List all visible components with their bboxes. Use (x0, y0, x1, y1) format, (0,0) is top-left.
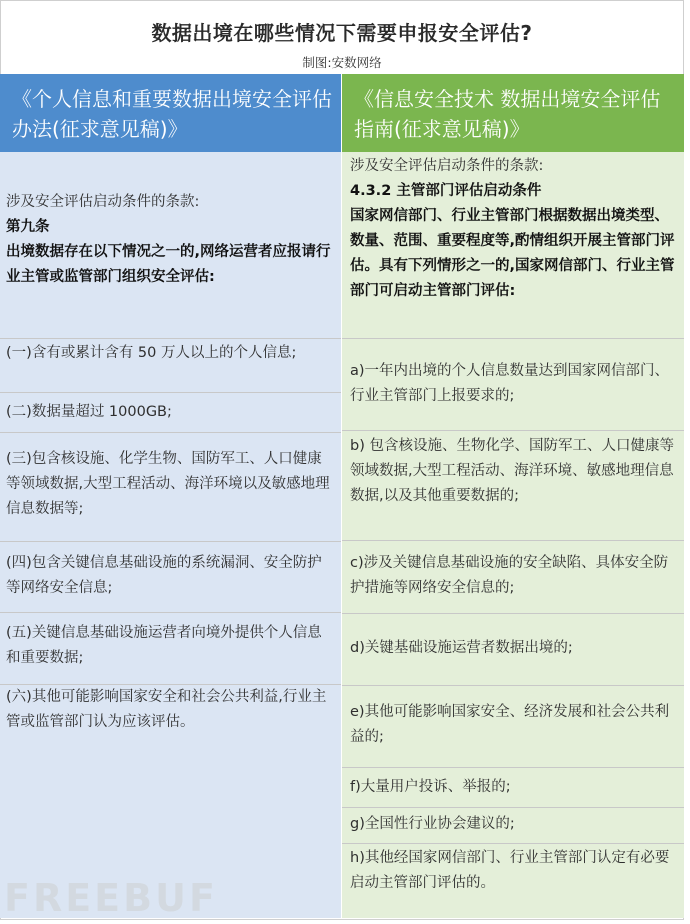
right-item-e: e)其他可能影响国家安全、经济发展和社会公共利益的; (342, 686, 684, 768)
right-intro-label: 涉及安全评估启动条件的条款: (350, 158, 544, 174)
right-column-header: 《信息安全技术 数据出境安全评估指南(征求意见稿)》 (342, 74, 684, 152)
left-item-6: (六)其他可能影响国家安全和社会公共利益,行业主管或监管部门认为应该评估。 (6, 689, 327, 730)
right-clause-text: 国家网信部门、行业主管部门根据数据出境类型、数量、范围、重要程度等,酌情组织开展主管部门评估。具有下列情形之一的,国家网信部门、行业主管部门可启动主管部门评估: (350, 208, 675, 299)
left-column-header: 《个人信息和重要数据出境安全评估办法(征求意见稿)》 (0, 74, 342, 152)
left-item-1: (一)含有或累计含有 50 万人以上的个人信息; (0, 339, 341, 393)
right-item-h: h)其他经国家网信部门、行业主管部门认定有必要启动主管部门评估的。 (350, 850, 670, 891)
left-intro-cell (0, 152, 341, 339)
left-intro-label: 涉及安全评估启动条件的条款: (6, 194, 200, 210)
page-title: 数据出境在哪些情况下需要申报安全评估? (151, 21, 533, 45)
right-item-g: g)全国性行业协会建议的; (342, 808, 684, 844)
left-article-number: 第九条 (6, 219, 50, 235)
credit-line: 制图:安数网络 (302, 55, 382, 70)
watermark-logo: FREEBUF (4, 876, 218, 920)
right-item-f: f)大量用户投诉、举报的; (342, 768, 684, 808)
left-item-4: (四)包含关键信息基础设施的系统漏洞、安全防护等网络安全信息; (0, 542, 341, 613)
left-item-2: (二)数据量超过 1000GB; (0, 393, 341, 433)
right-column (342, 152, 684, 918)
left-item-3: (三)包含核设施、化学生物、国防军工、人口健康等领域数据,大型工程活动、海洋环境以及敏感地理信息数据等; (0, 433, 341, 542)
right-intro-cell (342, 152, 684, 339)
right-item-b: b) 包含核设施、生物化学、国防军工、人口健康等领域数据,大型工程活动、海洋环境、敏感地理信息数据,以及其他重要数据的; (342, 431, 684, 541)
right-item-a: a)一年内出境的个人信息数量达到国家网信部门、行业主管部门上报要求的; (342, 339, 684, 431)
right-item-d: d)关键基础设施运营者数据出境的; (342, 614, 684, 686)
left-item-5: (五)关键信息基础设施运营者向境外提供个人信息和重要数据; (0, 613, 341, 685)
title-area (0, 0, 684, 74)
left-article-text: 出境数据存在以下情况之一的,网络运营者应报请行业主管或监管部门组织安全评估: (6, 244, 331, 285)
right-item-c: c)涉及关键信息基础设施的安全缺陷、具体安全防护措施等网络安全信息的; (342, 541, 684, 614)
right-clause-title: 4.3.2 主管部门评估启动条件 (350, 183, 542, 199)
left-column (0, 152, 341, 918)
